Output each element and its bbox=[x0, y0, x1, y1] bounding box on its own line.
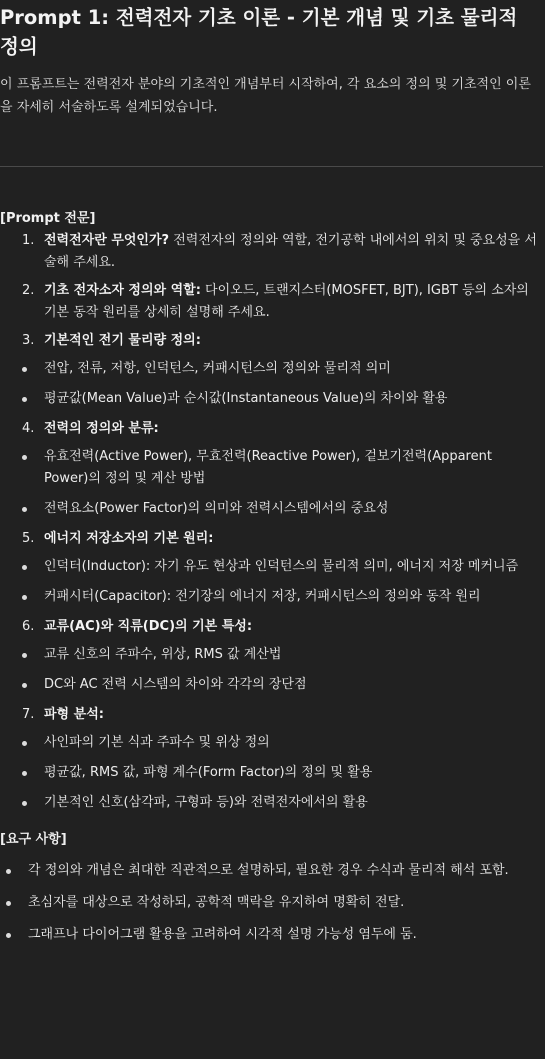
bullet-icon bbox=[22, 653, 27, 658]
bullet-icon bbox=[22, 741, 27, 746]
list-item-number: 2. bbox=[22, 282, 35, 298]
bullet-icon bbox=[22, 595, 27, 600]
bullet-icon bbox=[22, 367, 27, 372]
list-item-number: 3. bbox=[22, 332, 35, 348]
list-item-text bbox=[44, 283, 529, 320]
bullet-item bbox=[0, 388, 545, 410]
bullet-text: DC와 AC 전력 시스템의 차이와 각각의 장단점 bbox=[44, 676, 307, 692]
requirement-text: 초심자를 대상으로 작성하되, 공학적 맥락을 유지하여 명확히 전달. bbox=[28, 894, 405, 910]
bullet-text: 전압, 전류, 저항, 인덕턴스, 커패시턴스의 정의와 물리적 의미 bbox=[44, 360, 391, 376]
requirements-list bbox=[0, 859, 545, 947]
list-item-heading: 교류(AC)와 직류(DC)의 기본 특성: bbox=[44, 618, 253, 634]
list-item bbox=[0, 230, 545, 274]
list-item bbox=[0, 418, 545, 440]
bullet-icon bbox=[22, 455, 27, 460]
page-title: Prompt 1: 전력전자 기초 이론 - 기본 개념 및 기초 물리적 정의 bbox=[0, 6, 518, 58]
bullet-item bbox=[0, 792, 545, 814]
bullet-item bbox=[0, 446, 545, 490]
bullet-icon bbox=[6, 933, 11, 938]
bullet-item bbox=[0, 762, 545, 784]
divider bbox=[0, 166, 543, 167]
bullet-text: 기본적인 신호(삼각파, 구형파 등)와 전력전자에서의 활용 bbox=[44, 794, 368, 810]
list-item-number: 4. bbox=[22, 420, 35, 436]
list-item-text bbox=[44, 421, 159, 436]
bullet-text: 사인파의 기본 식과 주파수 및 위상 정의 bbox=[44, 734, 270, 750]
list-item-number: 5. bbox=[22, 530, 35, 546]
requirements-heading: [요구 사항] bbox=[0, 831, 67, 847]
list-item bbox=[0, 704, 545, 726]
intro-paragraph: 이 프롬프트는 전력전자 분야의 기초적인 개념부터 시작하여, 각 요소의 정의 및 기초적인 이론을 자세히 서술하도록 설계되었습니다. bbox=[0, 77, 531, 115]
bullet-icon bbox=[22, 565, 27, 570]
list-item-text bbox=[44, 707, 104, 722]
bullet-text: 평균값(Mean Value)과 순시값(Instantaneous Value)의 차이와 활용 bbox=[44, 390, 448, 406]
prompt-list bbox=[0, 230, 545, 814]
list-item-heading: 파형 분석: bbox=[44, 706, 104, 722]
requirement-text: 그래프나 다이어그램 활용을 고려하여 시각적 설명 가능성 염두에 둠. bbox=[28, 926, 417, 942]
list-item bbox=[0, 616, 545, 638]
bullet-text: 인덕터(Inductor): 자기 유도 현상과 인덕턴스의 물리적 의미, 에너지 저장 메커니즘 bbox=[44, 558, 519, 574]
bullet-item bbox=[0, 644, 545, 666]
bullet-icon bbox=[22, 397, 27, 402]
bullet-text: 전력요소(Power Factor)의 의미와 전력시스템에서의 중요성 bbox=[44, 500, 389, 516]
list-item-number: 1. bbox=[22, 232, 35, 248]
bullet-item bbox=[0, 732, 545, 754]
bullet-icon bbox=[22, 507, 27, 512]
list-item-heading: 기본적인 전기 물리량 정의: bbox=[44, 332, 201, 348]
requirement-item bbox=[0, 923, 545, 947]
list-item-text bbox=[44, 233, 537, 270]
bullet-icon bbox=[22, 771, 27, 776]
list-item bbox=[0, 330, 545, 352]
bullet-text: 평균값, RMS 값, 파형 계수(Form Factor)의 정의 및 활용 bbox=[44, 764, 373, 780]
list-item bbox=[0, 280, 545, 324]
bullet-icon bbox=[22, 683, 27, 688]
bullet-item bbox=[0, 586, 545, 608]
requirement-text: 각 정의와 개념은 최대한 직관적으로 설명하되, 필요한 경우 수식과 물리적 해석 포함. bbox=[28, 862, 509, 878]
bullet-icon bbox=[22, 801, 27, 806]
bullet-item bbox=[0, 358, 545, 380]
list-item-heading: 기초 전자소자 정의와 역할: bbox=[44, 282, 201, 298]
list-item-text bbox=[44, 531, 213, 546]
list-item-heading: 전력전자란 무엇인가? bbox=[44, 232, 170, 248]
bullet-text: 교류 신호의 주파수, 위상, RMS 값 계산법 bbox=[44, 646, 282, 662]
requirement-item bbox=[0, 859, 545, 883]
bullet-item bbox=[0, 556, 545, 578]
requirement-item bbox=[0, 891, 545, 915]
list-item-heading: 전력의 정의와 분류: bbox=[44, 420, 159, 436]
bullet-icon bbox=[6, 869, 11, 874]
prompt-heading: [Prompt 전문] bbox=[0, 211, 96, 226]
bullet-icon bbox=[6, 901, 11, 906]
list-item-number: 7. bbox=[22, 706, 35, 722]
list-item bbox=[0, 528, 545, 550]
list-item-description: 다이오드, 트랜지스터(MOSFET, BJT), IGBT 등의 소자의 기본 동작 원리를 상세히 설명해 주세요. bbox=[44, 282, 529, 320]
list-item-text bbox=[44, 619, 252, 634]
bullet-item bbox=[0, 674, 545, 696]
list-item-text bbox=[44, 333, 201, 348]
list-item-number: 6. bbox=[22, 618, 35, 634]
list-item-heading: 에너지 저장소자의 기본 원리: bbox=[44, 530, 214, 546]
list-item-description: 전력전자의 정의와 역할, 전기공학 내에서의 위치 및 중요성을 서술해 주세요. bbox=[44, 232, 537, 270]
bullet-text: 유효전력(Active Power), 무효전력(Reactive Power), 겉보기전력(Apparent Power)의 정의 및 계산 방법 bbox=[44, 448, 492, 486]
bullet-text: 커패시터(Capacitor): 전기장의 에너지 저장, 커패시턴스의 정의와 동작 원리 bbox=[44, 588, 481, 604]
bullet-item bbox=[0, 498, 545, 520]
